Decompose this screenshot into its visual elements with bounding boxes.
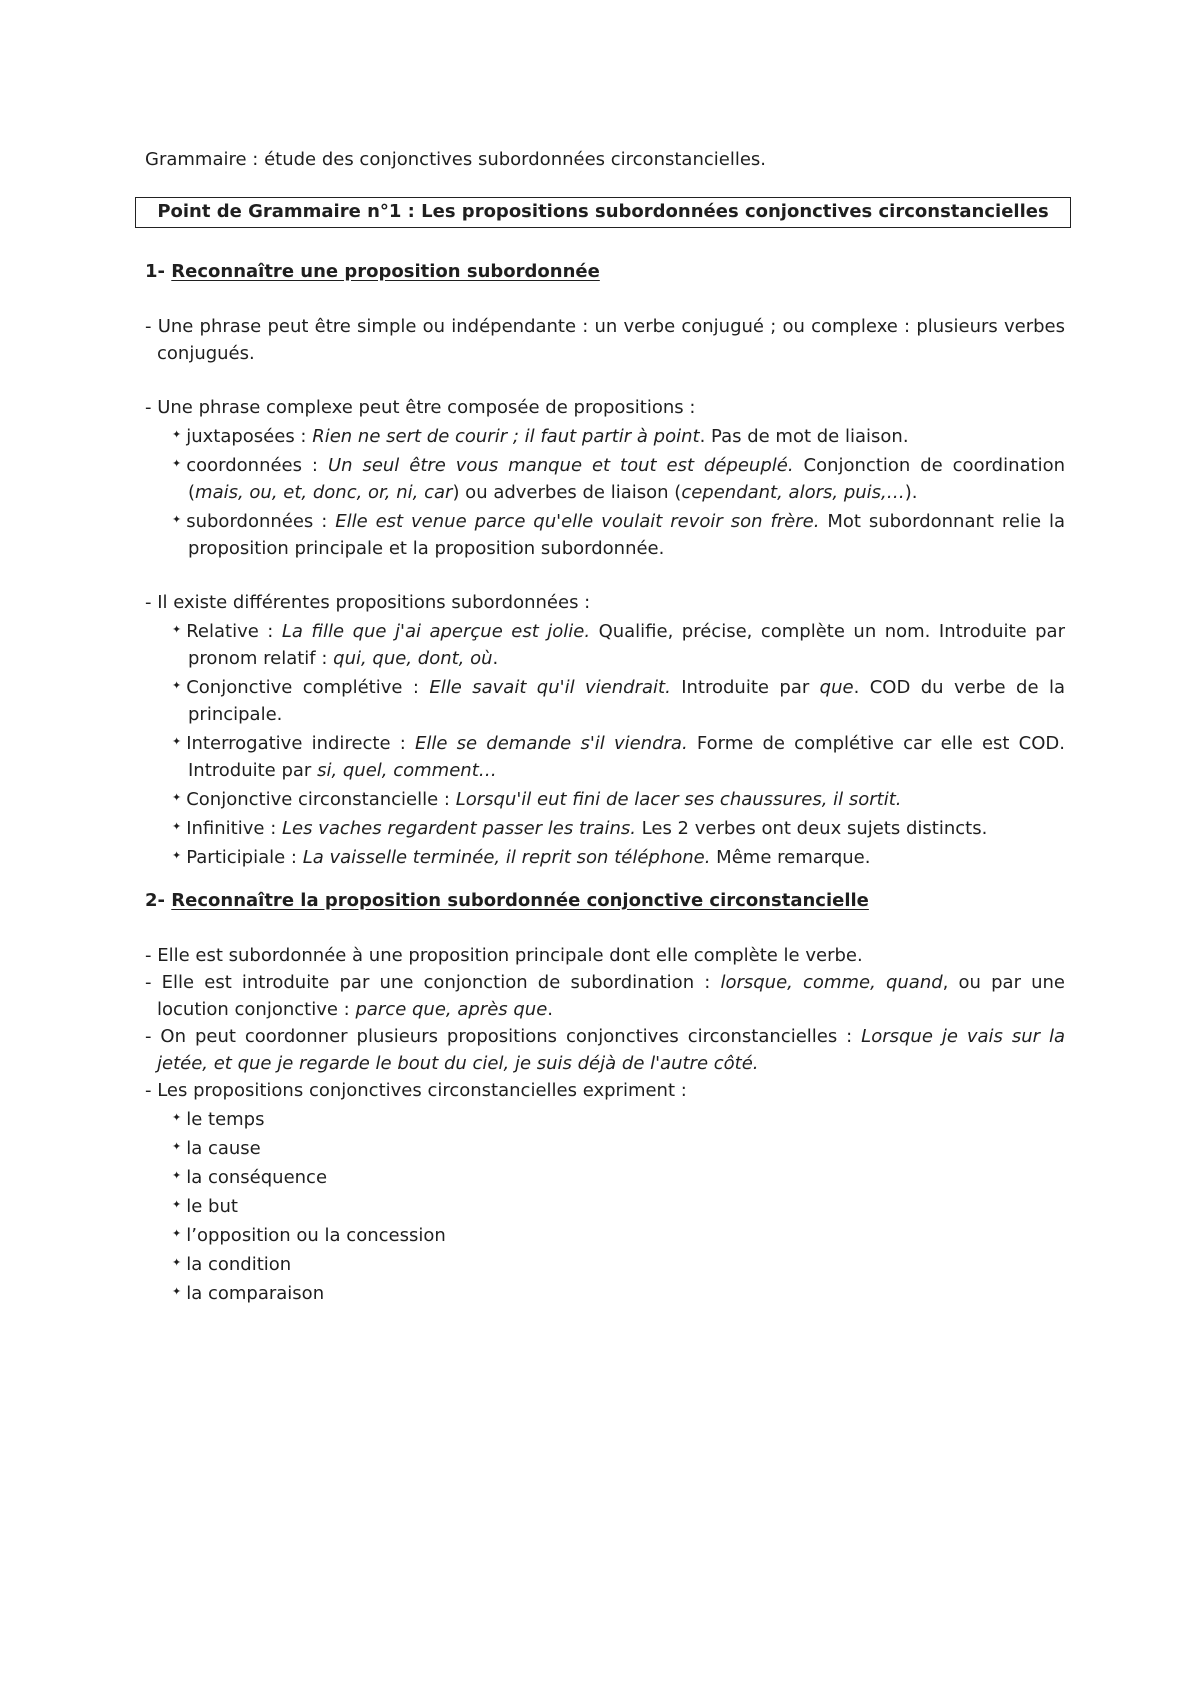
list-item-label: le temps [186, 1109, 265, 1130]
section-1-body [145, 313, 1065, 871]
bullet-star-icon: ✦ [172, 457, 182, 470]
paragraph-expriment: - Les propositions conjonctives circonstancielles expriment : [145, 1080, 687, 1101]
section-2-heading [145, 887, 869, 914]
bullet-star-icon: ✦ [172, 1111, 182, 1124]
bullet-star-icon: ✦ [172, 820, 182, 833]
list-item-label: l’opposition ou la concession [186, 1225, 446, 1246]
section-1-number: 1- [145, 261, 165, 282]
list-item-relative: ✦ Relative : La fille que j'ai aperçue est jolie. Qualifie, précise, complète un nom. Introduite par pronom relatif : qui, que, dont, où. [172, 621, 1065, 669]
list-item-label: la comparaison [186, 1283, 325, 1304]
section-2-number: 2- [145, 890, 165, 911]
bullet-star-icon: ✦ [172, 791, 182, 804]
list-item-completive: ✦ Conjonctive complétive : Elle savait qu'il viendrait. Introduite par que. COD du verbe de la principale. [172, 677, 1066, 725]
list-item-label: le but [186, 1196, 238, 1217]
list-item-juxtaposees: ✦ juxtaposées : Rien ne sert de courir ; il faut partir à point. Pas de mot de liaison. [172, 426, 909, 447]
paragraph-complex-propositions: - Une phrase complexe peut être composée de propositions : [145, 397, 696, 418]
section-1-heading [145, 258, 600, 285]
list-item-circonstancielle: ✦ Conjonctive circonstancielle : Lorsqu'il eut fini de lacer ses chaussures, il sortit. [172, 789, 902, 810]
bullet-star-icon: ✦ [172, 1285, 182, 1298]
circumstance-list [145, 1104, 1065, 1307]
section-2-title: Reconnaître la proposition subordonnée conjonctive circonstancielle [171, 890, 869, 911]
list-item-circumstance [145, 1133, 1065, 1162]
list-item-interrogative: ✦ Interrogative indirecte : Elle se demande s'il viendra. Forme de complétive car elle est COD. Introduite par si, quel, comment… [172, 733, 1065, 781]
list-item-circumstance [145, 1220, 1065, 1249]
grammar-point-title: Point de Grammaire n°1 : Les propositions subordonnées conjonctives circonstancielles [157, 201, 1049, 222]
list-item-coordonnees: ✦ coordonnées : Un seul être vous manque et tout est dépeuplé. Conjonction de coordination (mais, ou, et, donc, or, ni, car) ou adverbes de liaison (cependant, alors, puis,…). [172, 455, 1066, 503]
bullet-star-icon: ✦ [172, 623, 182, 636]
list-item-participiale: ✦ Participiale : La vaisselle terminée, il reprit son téléphone. Même remarque. [172, 847, 871, 868]
list-item-circumstance [145, 1104, 1065, 1133]
bullet-star-icon: ✦ [172, 679, 182, 692]
bullet-star-icon: ✦ [172, 428, 182, 441]
bullet-star-icon: ✦ [172, 1169, 182, 1182]
list-item-label: la condition [186, 1254, 292, 1275]
paragraph-types-subordonnees: - Il existe différentes propositions subordonnées : [145, 592, 591, 613]
grammar-point-box [135, 197, 1071, 228]
list-item-circumstance [145, 1191, 1065, 1220]
list-item-circumstance [145, 1249, 1065, 1278]
list-item-circumstance [145, 1278, 1065, 1307]
bullet-star-icon: ✦ [172, 1198, 182, 1211]
list-item-label: la conséquence [186, 1167, 328, 1188]
section-2-body [145, 942, 1065, 1307]
bullet-star-icon: ✦ [172, 849, 182, 862]
bullet-star-icon: ✦ [172, 513, 182, 526]
paragraph-introduction: - Elle est introduite par une conjonction de subordination : lorsque, comme, quand, ou par une locution conjonctive : parce que, après que. [145, 972, 1066, 1020]
bullet-star-icon: ✦ [172, 1140, 182, 1153]
section-1-title: Reconnaître une proposition subordonnée [171, 261, 600, 282]
bullet-star-icon: ✦ [172, 1227, 182, 1240]
bullet-star-icon: ✦ [172, 1256, 182, 1269]
paragraph-subordonnee-principale: - Elle est subordonnée à une proposition principale dont elle complète le verbe. [145, 945, 863, 966]
bullet-star-icon: ✦ [172, 735, 182, 748]
list-item-label: la cause [186, 1138, 261, 1159]
list-item-infinitive: ✦ Infinitive : Les vaches regardent passer les trains. Les 2 verbes ont deux sujets distincts. [172, 818, 988, 839]
document-title: Grammaire : étude des conjonctives subordonnées circonstancielles. [145, 149, 766, 170]
list-item-circumstance [145, 1162, 1065, 1191]
paragraph-simple-complex: - Une phrase peut être simple ou indépendante : un verbe conjugué ; ou complexe : plusieurs verbes conjugués. [145, 316, 1065, 364]
paragraph-coordination: - On peut coordonner plusieurs propositions conjonctives circonstancielles : Lorsque je vais sur la jetée, et que je regarde le bout du ciel, je suis déjà de l'autre côté. [145, 1026, 1065, 1074]
list-item-subordonnees: ✦ subordonnées : Elle est venue parce qu'elle voulait revoir son frère. Mot subordonnant relie la proposition principale et la proposition subordonnée. [172, 511, 1065, 559]
